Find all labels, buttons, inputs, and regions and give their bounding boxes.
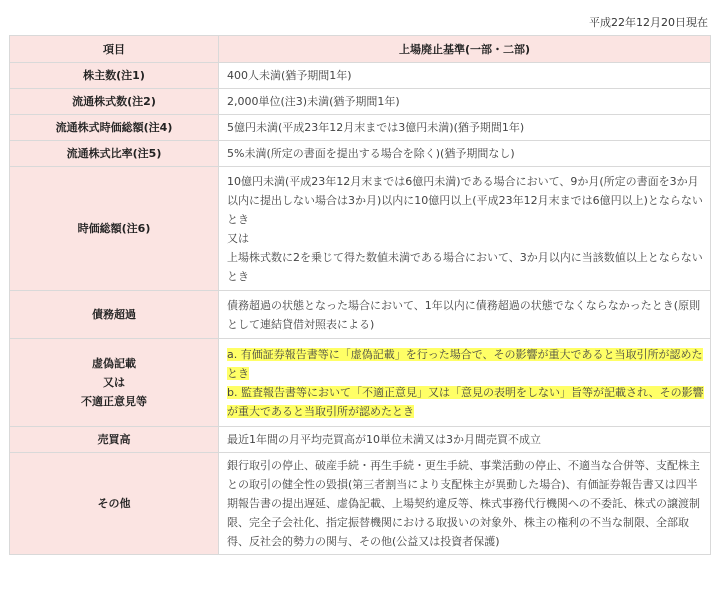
row-label — [10, 339, 219, 427]
row-content — [219, 167, 711, 291]
row-content: 2,000単位(注3)未満(猶予期間1年) — [219, 89, 711, 115]
table-row — [10, 141, 711, 167]
row-label: その他 — [10, 453, 219, 555]
header-item: 項目 — [10, 36, 219, 63]
row-content: 5%未満(所定の書面を提出する場合を除く)(猶予期間なし) — [219, 141, 711, 167]
label-line: 不適正意見等 — [81, 395, 147, 408]
row-label: 流通株式比率(注5) — [10, 141, 219, 167]
row-content — [219, 339, 711, 427]
row-label: 流通株式数(注2) — [10, 89, 219, 115]
table-row — [10, 453, 711, 555]
false-statement-item-a — [227, 345, 704, 383]
table-row — [10, 291, 711, 339]
market-cap-condition-1: 10億円未満(平成23年12月末までは6億円未満)である場合において、9か月(所定の書面を3か月以内に提出しない場合は3か月)以内に10億円以上(平成23年12月末までは6億円以上)とならないとき — [227, 174, 703, 226]
row-content: 銀行取引の停止、破産手続・再生手続・更生手続、事業活動の停止、不適当な合併等、支配株主との取引の健全性の毀損(第三者割当により支配株主が異動した場合)、有価証券報告書又は四半期報告書の提出遅延、虚偽記載、上場契約違反等、株式事務代行機関への不委託、株式の譲渡制限、完全子会社化、指定振替機関における取扱いの対象外、株主の権利の不当な制限、全部取得、反社会的勢力の関与、その他(公益又は投資者保護) — [219, 453, 711, 555]
header-criteria: 上場廃止基準(一部・二部) — [219, 36, 711, 63]
row-content: 400人未満(猶予期間1年) — [219, 63, 711, 89]
row-label: 株主数(注1) — [10, 63, 219, 89]
table-row — [10, 89, 711, 115]
table-row — [10, 115, 711, 141]
row-content: 最近1年間の月平均売買高が10単位未満又は3か月間売買不成立 — [219, 427, 711, 453]
row-content: 5億円未満(平成23年12月末までは3億円未満)(猶予期間1年) — [219, 115, 711, 141]
highlighted-text: a. 有価証券報告書等に「虚偽記載」を行った場合で、その影響が重大であると当取引所が認めたとき — [227, 347, 703, 380]
table-row — [10, 339, 711, 427]
table-header-row — [10, 36, 711, 63]
row-label: 流通株式時価総額(注4) — [10, 115, 219, 141]
table-row — [10, 63, 711, 89]
row-label: 債務超過 — [10, 291, 219, 339]
as-of-date: 平成22年12月20日現在 — [589, 16, 708, 29]
market-cap-or: 又は — [227, 231, 249, 245]
table-row — [10, 427, 711, 453]
row-content: 債務超過の状態となった場合において、1年以内に債務超過の状態でなくならなかったとき(原則として連結貸借対照表による) — [219, 291, 711, 339]
false-statement-item-b — [227, 383, 704, 421]
highlighted-text: b. 監査報告書等において「不適正意見」又は「意見の表明をしない」旨等が記載され、その影響が重大であると当取引所が認めたとき — [227, 385, 704, 418]
label-line: 又は — [103, 376, 125, 389]
row-label: 売買高 — [10, 427, 219, 453]
market-cap-condition-2: 上場株式数に2を乗じて得た数値未満である場合において、3か月以内に当該数値以上とならないとき — [227, 250, 703, 283]
table-row — [10, 167, 711, 291]
delisting-criteria-table — [9, 35, 711, 555]
row-label: 時価総額(注6) — [10, 167, 219, 291]
label-line: 虚偽記載 — [92, 357, 136, 370]
